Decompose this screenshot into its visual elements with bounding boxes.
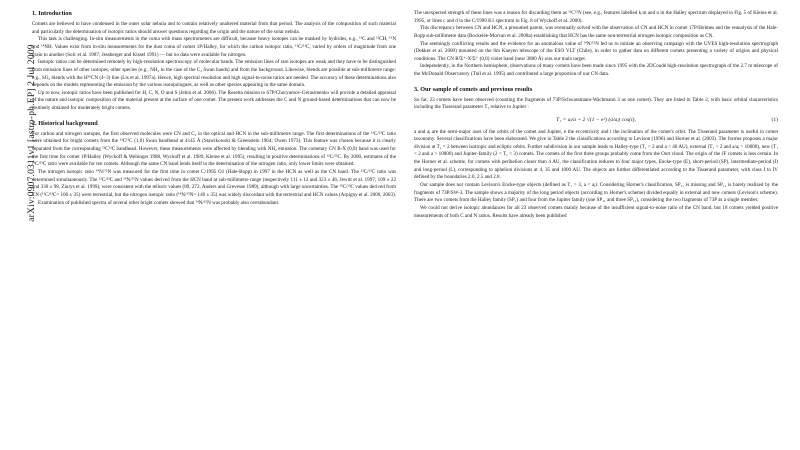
two-column-body	[32, 10, 778, 446]
paragraph: The unexpected strength of these lines was a reason for discarding them as ¹²C¹⁵N (see, e.g., features labelled k,m and o in the Halley spectrum displayed in Fig. 5 of Kleine et al. 1995, or lines c and d in the C/1990 K1 spectrum in Fig. 8 of Wyckoff et al. 2000).	[414, 10, 778, 24]
equation-text: T₁ = aⱼ/a + 2 √(1 − e²) (a/aⱼ) cos(i),	[556, 117, 636, 124]
equation-number: (1)	[771, 117, 778, 124]
paragraph: Isotopic ratios can be determined remotely by high-resolution spectroscopy of molecular bands. The emission lines of rare isotopes are weak and they have to be distinguished from emission lines of other isotopes, other species (e.g., NH₂ in the case of the C₂ Swan bands) and from the background. Likewise, blends are possible at sub-millimetre range: e.g., SO₂ blends with the H³⁵CN (4–3) line (Lis et al. 1997a). Hence, high spectral resolution and high signal-to-noise ratios are needed. The accuracy of these determinations also depends on the models representing the emission by the various isotopologues, as well as other species appearing in the same domain.	[32, 59, 396, 89]
paragraph: For carbon and nitrogen isotopes, the first observed molecules were CN and C₂ in the optical and HCN in the sub-millimetre range. The first determinations of the ¹²C/¹³C ratio were obtained for bright comets from the ¹³C¹²C (1,0) Swan bandhead at 4145 Å (Stawikowski & Greenstein 1964; Owen 1973). This feature was chosen because it is clearly separated from the corresponding ¹²C¹²C bandhead. However, these measurements were affected by blending with NH₂ emission. The cometary CN B-X (0,0) band was used for the first time for comet 1P/Halley (Wyckoff & Wehinger 1988, Wyckoff et al. 1989, Kleine et al. 1995), resulting in positive determinations of ¹²C/¹³C. By 2000, estimates of the ¹²C/¹³C ratio were available for ten comets. Although the same CN band lends itself to the determination of the nitrogen ratio, only lower limits were obtained.	[32, 130, 396, 168]
paragraph: The nitrogen isotopic ratio ¹⁴N/¹⁵N was measured for the first time in comet C/1995 O1 (Hale-Bopp) in 1997 in the HCN as well as the CN band. The ¹²C/¹³C ratio was determined simultaneously. The ¹²C/¹³C and ¹⁴N/¹⁵N values derived from the HCN band at sub-millimetre range (respectively 111 ± 12 and 323 ± 46, Jewitt et al. 1997; 109 ± 22 and 330 ± 98, Ziurys et al. 1999), were consistent with the telluric values (89, 272, Anders and Grevesse 1989), although with large uncertainties. The ¹²C/¹³C values derived from CN (¹²C/¹³C= 100 ± 35) were terrestrial, but the nitrogen isotopic ratio (¹⁴N/¹⁵N= 140 ± 35) was widely discordant with the terrestrial and HCN values (Arpigny et al. 2000, 2003).	[32, 169, 396, 198]
paragraph: We could not derive isotopic abundances for all 23 observed comets mainly because of the insufficient signal-to-noise ratio of the CN band, but 18 comets yielded positive measurements of both C and N ratios. Results have already been published	[414, 204, 778, 219]
paragraph: Independently, in the Northern hemisphere, observations of many comets have been made since 1995 with the 2DCoudé high-resolution spectrograph of the 2.7 m telescope of the McDonald Observatory (Tull et al. 1995) and contributed a large proportion of our CN data.	[414, 63, 778, 78]
right-column	[414, 10, 778, 446]
arxiv-stamp: arXiv:0907.0311v1 [astro-ph.EP] 2 Jul 2009	[27, 44, 37, 222]
paragraph: Examination of published spectra of several other bright comets showed that ¹⁴N/¹⁵N was probably also overabundant.	[38, 199, 280, 206]
paragraph: So far, 23 comets have been observed (counting the fragments of 73P/Schwassmann-Wachmann 3 as one comet). They are listed in Table 2, with basic orbital characteristics including the Tisserand parameter T₁ relative to Jupiter :	[414, 96, 778, 111]
paragraph: Our sample does not contain Levison's Encke-type objects (defined as T₁ > 3, a < aⱼ). Considering Horner's classification, SP₁₁ is missing and SP₁₁ is barely realized by the fragments of 73P/SW-3. The sample shows a majority of the long period objects (according to Horner's scheme) divided equally in external and new comets (Levison's scheme). There are two comets from the Halley family (SP₁) and four from the Jupiter family (one SP₁₁ and three SP₁₁), considering the two fragments of 73P as a single member.	[414, 181, 778, 204]
equation-tisserand	[414, 116, 778, 124]
paragraph: a and aⱼ are the semi-major axes of the orbits of the comet and Jupiter, e the eccentricity and i the inclination of the comet's orbit. The Tisserand parameter is useful in comet taxonomy. Several classifications have been elaborated. We give in Table 2 the classifications according to Levison (1996) and Horner et al. (2003). The former proposes a major division at T₁ = 2 between isotropic and ecliptic orbits. Further subdivision in our sample leads to Halley-type (T₁ < 2 and a < 40 AU), external (T₁ < 2 and a/aⱼ > 10000), new (T₁ < 2 and a > 10000) and Jupiter-family (2 < T₁ < 3) comets. The comets of the first three groups probably come from the Oort cloud. The origin of the JF comets is less certain. In the Horner et al. scheme, for comets with perihelion closer than 4 AU, the classification reduces to four major types, Encke-type (E), short-period (SP), intermediate-period (I) and long-period (L), corresponding to aphelion divisions at 4, 35 and 1000 AU. The objects are further differentiated according to the Tisserand parameter, with class I to IV defined by the boundaries 2.0, 2.5 and 2.8.	[414, 128, 778, 181]
paragraph: Comets are believed to have condensed in the outer solar nebula and to contain relatively unaltered material from that period. The analysis of the composition of such material and particularly the determination of isotopic ratios should answer questions regarding the origin and the nature of the solar nebula.	[32, 21, 396, 35]
section-heading-sample-of-comets: 3. Our sample of comets and previous results	[414, 85, 533, 93]
paragraph: The seemingly conflicting results and the evidence for an anomalous value of ¹⁴N/¹⁵N led us to initiate an observing campaign with the UVES high-resolution spectrograph (Dekker et al. 2000) mounted on the 8m Kueyen telescope of the ESO VLT (Chile), in order to gather data on different comets presenting a variety of origins and physical conditions. The CN R²Σ⁺-X²Σ⁺ (0,0) violet band (near 3880 Å) was our main target.	[414, 40, 778, 62]
left-column	[32, 10, 396, 446]
paragraph: Up to now, isotopic ratios have been published for H, C, N, O and S (Jehin et al. 2006). The Rosetta mission to 67P/Churyumov-Gerasimenko will provide a detailed appraisal of the nature and isotopic composition of the material present at the surface of one comet. The present work addresses the C and N ground-based determinations that can now be routinely obtained for moderately bright comets.	[32, 89, 396, 112]
section-heading-introduction: 1. Introduction	[32, 10, 72, 17]
paragraph: This discrepancy between CN and HCN, a presumed parent, was eventually solved with the observation of CN and HCN in comet 17P/Holmes and the reanalysis of the Hale-Bopp sub-millimetre data (Bockelée-Morvan et al. 2008a) establishing that HCN has the same non-terrestrial nitrogen isotopic composition as CN.	[414, 25, 778, 39]
paragraph: This task is challenging. In-situ measurements in the coma with mass spectrometers are difficult, because heavy isotopes can be masked by hydrides, e.g., ¹³C and ¹²CH, ¹⁵N and ¹⁴NH. Values exist from in-situ measurements for the dust coma of comet 1P/Halley, for which the carbon isotopic ratio, ¹²C/¹³C, varied by orders of magnitude from one grain to another (Solc et al. 1987; Jessberger and Kissel 1991) — but no data were available for nitrogen.	[32, 36, 396, 58]
section-heading-historical-background: 2. Historical background	[32, 119, 98, 127]
